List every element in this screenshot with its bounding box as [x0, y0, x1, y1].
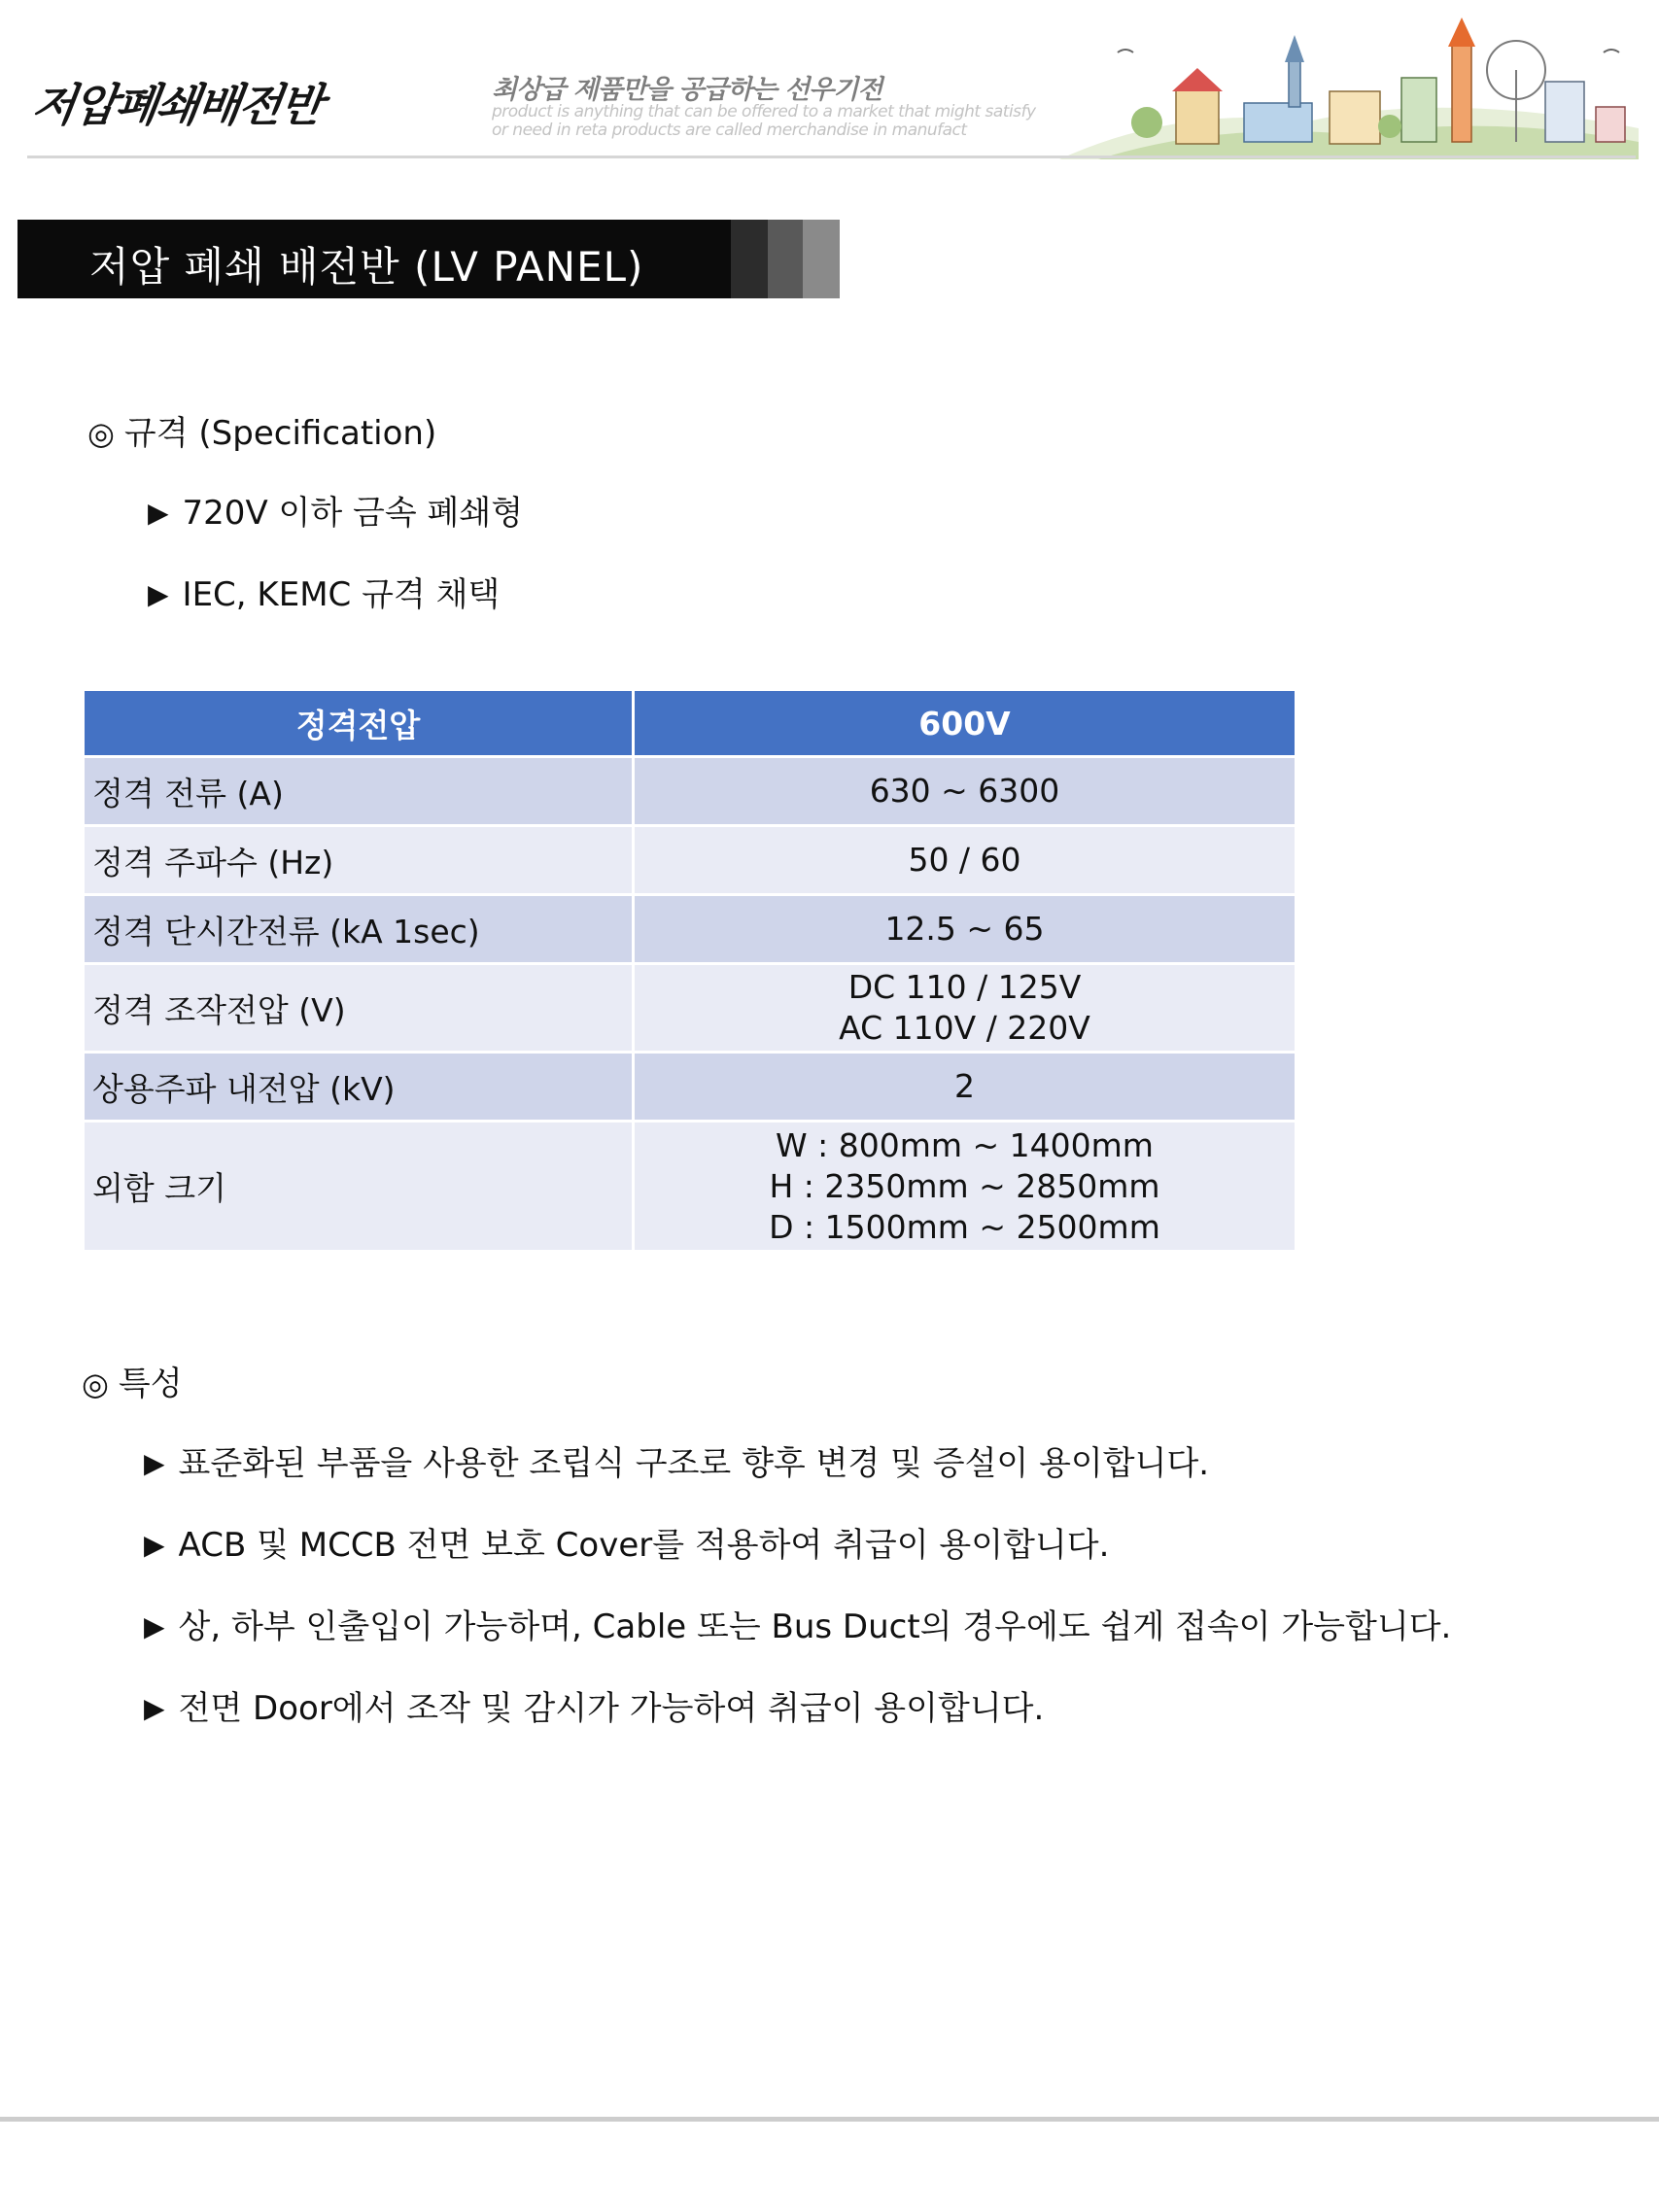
- triangle-bullet-icon: ▶: [144, 1529, 165, 1561]
- row-label: 외함 크기: [84, 1122, 634, 1252]
- row-label: 정격 주파수 (Hz): [84, 826, 634, 895]
- spec-bullet: [148, 486, 523, 534]
- table-row: [84, 964, 1296, 1053]
- row-label: 정격 단시간전류 (kA 1sec): [84, 895, 634, 964]
- banner-stripe: [768, 220, 803, 298]
- value-line: D : 1500mm ~ 2500mm: [769, 1207, 1160, 1246]
- city-illustration: [1059, 14, 1639, 159]
- table-header-cell: 600V: [634, 690, 1296, 757]
- row-label: 정격 조작전압 (V): [84, 964, 634, 1053]
- row-value: [634, 1053, 1296, 1122]
- triangle-bullet-icon: ▶: [148, 497, 169, 529]
- triangle-bullet-icon: ▶: [144, 1447, 165, 1479]
- value-line: 12.5 ~ 65: [884, 910, 1045, 948]
- value-line: W : 800mm ~ 1400mm: [776, 1125, 1154, 1164]
- value-line: 50 / 60: [908, 841, 1021, 879]
- feature-bullet: [144, 1518, 1109, 1566]
- spec-heading: [87, 406, 436, 454]
- table-row: [84, 1122, 1296, 1252]
- feature-bullet: [144, 1436, 1209, 1484]
- value-line: 2: [954, 1067, 975, 1105]
- row-label: 정격 전류 (A): [84, 757, 634, 826]
- value-line: DC 110 / 125V: [847, 968, 1082, 1006]
- table-row: [84, 895, 1296, 964]
- row-value: [634, 964, 1296, 1053]
- header-divider: [27, 156, 1636, 158]
- triangle-bullet-icon: ▶: [148, 578, 169, 610]
- double-circle-icon: ◎: [87, 415, 115, 452]
- table-row: [84, 757, 1296, 826]
- feature-heading: [82, 1357, 183, 1404]
- triangle-bullet-icon: ▶: [144, 1692, 165, 1724]
- page-title: 저압 폐쇄 배전반 (LV PANEL): [89, 243, 644, 291]
- feature-bullet-text: 표준화된 부품을 사용한 조립식 구조로 향후 변경 및 증설이 용이합니다.: [178, 1444, 1210, 1483]
- value-line: 630 ~ 6300: [869, 772, 1060, 810]
- table-row: [84, 826, 1296, 895]
- spec-bullet-text: 720V 이하 금속 폐쇄형: [182, 494, 524, 533]
- banner-stripe: [803, 220, 840, 298]
- feature-bullet-text: 전면 Door에서 조작 및 감시가 가능하여 취급이 용이합니다.: [178, 1689, 1045, 1728]
- title-banner: [17, 220, 840, 298]
- table-header-row: [84, 690, 1296, 757]
- table-row: [84, 1053, 1296, 1122]
- triangle-bullet-icon: ▶: [144, 1610, 165, 1642]
- row-value: [634, 757, 1296, 826]
- spec-bullet: [148, 568, 500, 615]
- header-subtext-line: or need in reta products are called merchandise in manufact: [492, 121, 967, 140]
- feature-bullet: [144, 1600, 1451, 1647]
- spec-bullet-text: IEC, KEMC 규격 채택: [182, 575, 501, 614]
- header-subtext-line: product is anything that can be offered to a market that might satisfy: [492, 102, 1036, 121]
- value-line: H : 2350mm ~ 2850mm: [769, 1166, 1160, 1205]
- row-value: [634, 895, 1296, 964]
- row-value: [634, 826, 1296, 895]
- feature-heading-text: 특성: [118, 1365, 183, 1403]
- footer-divider: [0, 2117, 1659, 2122]
- feature-bullet-text: ACB 및 MCCB 전면 보호 Cover를 적용하여 취급이 용이합니다.: [178, 1526, 1110, 1565]
- company-logo-text: 저압폐쇄배전반: [28, 79, 326, 131]
- value-line: AC 110V / 220V: [839, 1009, 1090, 1047]
- double-circle-icon: ◎: [82, 1365, 109, 1402]
- spec-heading-text: 규격 (Specification): [123, 414, 437, 453]
- spec-table: [82, 688, 1297, 1253]
- header-slogan: 최상급 제품만을 공급하는 선우기전: [492, 75, 882, 105]
- header-subtext: [492, 103, 1036, 140]
- banner-stripe: [731, 220, 768, 298]
- feature-bullet: [144, 1681, 1044, 1729]
- row-label: 상용주파 내전압 (kV): [84, 1053, 634, 1122]
- table-header-cell: 정격전압: [84, 690, 634, 757]
- row-value: [634, 1122, 1296, 1252]
- feature-bullet-text: 상, 하부 인출입이 가능하며, Cable 또는 Bus Duct의 경우에도 쉽게 접속이 가능합니다.: [178, 1607, 1452, 1646]
